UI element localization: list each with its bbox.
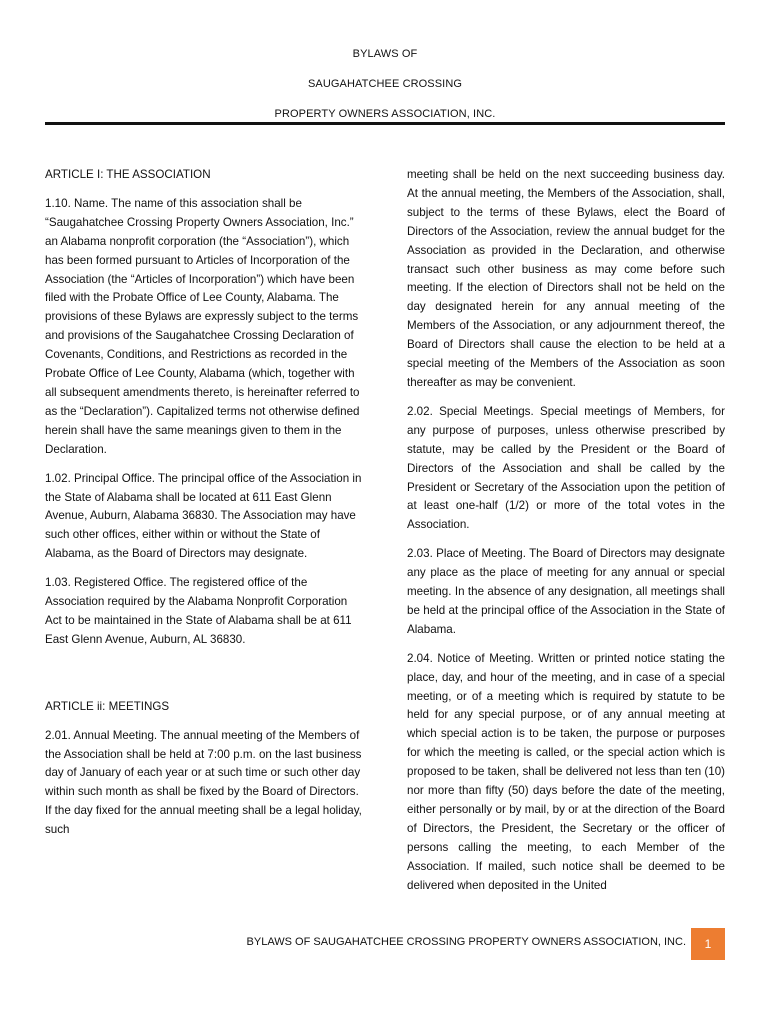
article-2-heading: ARTICLE ii: MEETINGS xyxy=(45,699,170,713)
section-1-03-registered-office: 1.03. Registered Office. The registered office of the Association required by the Alabama Nonprofit Corporation Act to be maintained in the State of Alabama shall be at 611 East Glenn Avenue, Auburn, AL 36830. xyxy=(45,576,352,646)
section-spacer xyxy=(45,660,363,698)
section-1-02-principal-office: 1.02. Principal Office. The principal office of the Association in the State of Alabama shall be located at 611 East Glenn Avenue, Auburn, Alabama 36830. The Association may have such other offices, either within or without the State of Alabama, as the Board of Directors may designate. xyxy=(45,471,362,561)
title-line-1: BYLAWS OF xyxy=(352,48,418,60)
section-2-02-special-meetings: 2.02. Special Meetings. Special meetings of Members, for any purpose of purposes, unless otherwise prescribed by statute, may be called by the President or the Board of Directors of the Association and shall be called by the President or Secretary of the Association upon the petition of at least one-half (1/2) or more of the total votes in the Association. xyxy=(407,404,725,532)
right-column xyxy=(407,166,725,906)
section-1-10-name: 1.10. Name. The name of this association shall be “Saugahatchee Crossing Property Owners Association, Inc.” an Alabama nonprofit corporation (the “Association”), which has been formed pursuant to Articles of Incorporation of the Association (the “Articles of Incorporation”) which have been filed with the Probate Office of Lee County, Alabama. The provisions of these Bylaws are expressly subject to the terms and provisions of the Saugahatchee Crossing Declaration of Covenants, Conditions, and Restrictions as recorded in the Probate Office of Lee County, Alabama (which, together with all subsequent amendments thereto, is hereinafter referred to as the “Declaration”). Capitalized terms not otherwise defined herein shall have the same meanings given to them in the Declaration. xyxy=(45,196,360,456)
title-line-3: PROPERTY OWNERS ASSOCIATION, INC. xyxy=(274,108,496,120)
left-column xyxy=(45,166,363,850)
article-1-heading: ARTICLE I: THE ASSOCIATION xyxy=(45,168,211,181)
section-2-01-continued: meeting shall be held on the next succeeding business day. At the annual meeting, the Members of the Association, shall, subject to the terms of these Bylaws, elect the Board of Directors of the Association, review the annual budget for the Association as provided in the Declaration, and otherwise transact such other business as may come before such meeting. If the election of Directors shall not be held on the day designated herein for any annual meeting of the Members of the Association, or any adjournment thereof, the Board of Directors shall cause the election to be held at a special meeting of the Members of the Association as soon thereafter as may be convenient. xyxy=(407,168,725,389)
title-line-2: SAUGAHATCHEE CROSSING xyxy=(307,78,463,90)
section-2-04-notice-of-meeting: 2.04. Notice of Meeting. Written or printed notice stating the place, day, and hour of the meeting, and in case of a special meeting, or of a meeting which is required by statute to be held for any special purpose, or of any annual meeting at which special action is to be taken, the purpose or purposes for which the meeting is called, or the special action which is proposed to be taken, shall be delivered not less than ten (10) nor more than fifty (50) days before the date of the meeting, either personally or by mail, by or at the direction of the Board of Directors, the President, the Secretary or the officer of persons calling the meeting, to each Member of the Association. If mailed, such notice shall be deemed to be delivered when deposited in the United xyxy=(407,651,725,892)
page-number-badge: 1 xyxy=(691,928,725,960)
footer-text: BYLAWS OF SAUGAHATCHEE CROSSING PROPERTY OWNERS ASSOCIATION, INC. xyxy=(246,936,686,948)
section-2-03-place-of-meeting: 2.03. Place of Meeting. The Board of Directors may designate any place as the place of meeting for any annual or special meeting. In the absence of any designation, all meetings shall be held at the principal office of the Association in the State of Alabama. xyxy=(407,547,725,636)
section-2-01-annual-meeting: 2.01. Annual Meeting. The annual meeting of the Members of the Association shall be held at 7:00 p.m. on the last business day of January of each year or at such time or such other day within such month as shall be fixed by the Board of Directors. If the day fixed for the annual meeting shall be a legal holiday, such xyxy=(45,728,362,837)
header-divider xyxy=(45,122,725,125)
